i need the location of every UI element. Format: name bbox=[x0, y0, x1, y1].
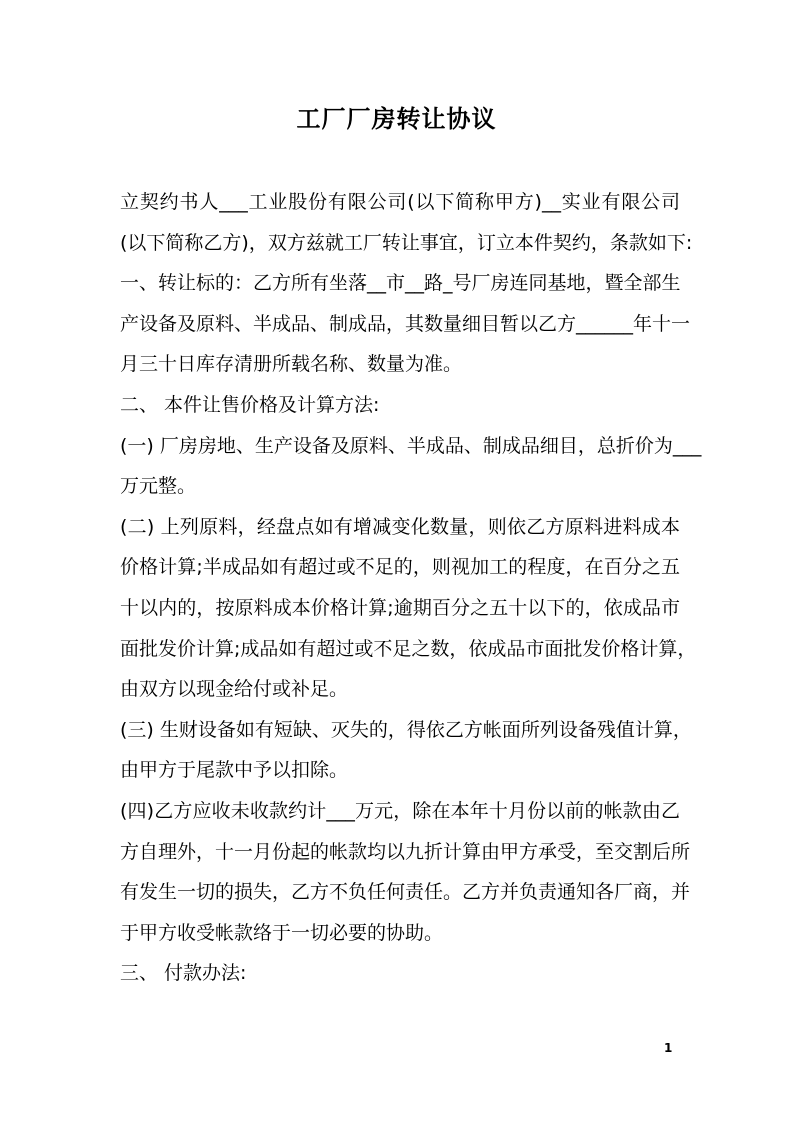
body-line: 万元整。 bbox=[120, 475, 197, 498]
body-line: 立契约书人___工业股份有限公司(以下简称甲方)__实业有限公司 bbox=[120, 191, 680, 213]
document-title: 工厂厂房转让协议 bbox=[296, 105, 497, 133]
body-line: (二) 上列原料，经盘点如有增减变化数量，则依乙方原料进料成本 bbox=[120, 515, 680, 538]
body-line: 由双方以现金给付或补足。 bbox=[120, 678, 349, 701]
body-line: 由甲方于尾款中予以扣除。 bbox=[120, 759, 349, 782]
body-line: (四)乙方应收未收款约计___万元，除在本年十月份以前的帐款由乙 bbox=[120, 799, 680, 822]
document-body bbox=[120, 182, 702, 994]
section-heading: 三、 付款办法: bbox=[120, 962, 247, 985]
body-line: 有发生一切的损失，乙方不负任何责任。乙方并负责通知各厂商，并 bbox=[120, 881, 691, 904]
body-line: 于甲方收受帐款络于一切必要的协助。 bbox=[120, 921, 444, 944]
body-line: 月三十日库存清册所载名称、数量为准。 bbox=[120, 353, 463, 376]
section-heading: 二、 本件让售价格及计算方法: bbox=[120, 393, 380, 416]
body-line: 方自理外，十一月份起的帐款均以九折计算由甲方承受，至交割后所 bbox=[120, 840, 691, 863]
body-line: 面批发价计算;成品如有超过或不足之数，依成品市面批发价格计算， bbox=[120, 637, 697, 660]
body-line: 产设备及原料、半成品、制成品，其数量细目暂以乙方______年十一 bbox=[120, 312, 691, 335]
body-line: 一、转让标的：乙方所有坐落__市__路_号厂房连同基地，暨全部生 bbox=[120, 272, 681, 295]
body-line: (以下简称乙方)，双方兹就工厂转让事宜，订立本件契约，条款如下: bbox=[120, 231, 693, 254]
body-line: 价格计算;半成品如有超过或不足的，则视加工的程度，在百分之五 bbox=[120, 556, 680, 579]
body-line: (一) 厂房房地、生产设备及原料、半成品、制成品细目，总折价为___ bbox=[120, 434, 702, 457]
body-line: 十以内的，按原料成本价格计算;逾期百分之五十以下的，依成品市 bbox=[120, 596, 680, 619]
body-line: (三) 生财设备如有短缺、灭失的，得依乙方帐面所列设备残值计算， bbox=[120, 718, 692, 741]
page-number: 1 bbox=[664, 1041, 673, 1055]
